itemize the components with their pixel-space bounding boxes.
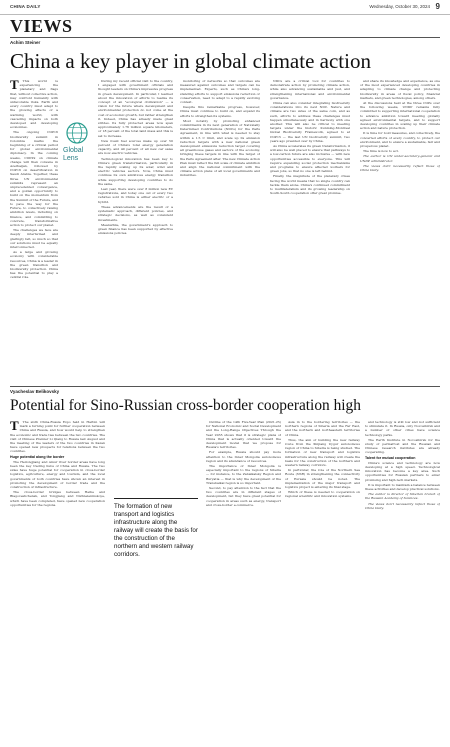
paragraph: In particular, the role of the Northern Sea Route (NSR) in strengthening the connectivity of Eurasia should be noted. The implementation of the major transport and logistics project is entering its final stage. [285,468,360,490]
article2-column-3 [206,420,281,738]
article1-headline[interactable]: China a key player in global climate action [10,49,371,73]
paragraph: Which of these is needed to cooperation on regional scientific and innovation systems. [285,490,360,499]
paragraph: Last year, there were over 8 million new EV registrations, and today one out of every two vehicles sold in China is either electric or a hybrid. [98,187,173,204]
author-note: The author is UN under-secretary-general and UNDP administrator. [360,154,440,163]
drop-cap: T [10,420,19,433]
section-title: VIEWS [10,16,73,36]
article-divider [10,386,440,387]
paragraph: It is time for bold measures, and collectively, the concerted efforts of every country, to protect our environment, and to ensure a sustainable, fair and prosperous planet. [360,131,440,149]
paragraph: The time is now to act. [363,149,399,154]
drop-cap: T [10,79,19,92]
issue-date: Wednesday, October 30, 2024 [369,4,430,9]
page-header [0,0,450,15]
page-number: 9 [435,2,440,11]
paragraph: China's science and technology are now developing at a high speed. Technological innovation has become a key area. Such opportunities for Russian partners to enter promising and high-tech markets. [365,460,440,482]
article1-column-5 [360,79,440,385]
pull-quote [114,498,198,559]
article1-column-4 [270,79,350,385]
paragraph: For example, Russia should pay more attention to the Inner Mongolia autonomous region and its abundance of resources. [206,450,281,463]
article2-column-1 [10,420,105,738]
paragraph: Most notably by promoting enhanced commitments in its next generation of Nationally Determined Contributions (NDCs) for the Paris Agreement, in line with what is needed to stay within a 1.5 C limit, and scale up its emission reduction targets with a new national green development emissions reduction target covering all greenhouse gases and sectors of the economy, bringing these targets in line with the target of the Paris Agreement after. The new Climate Action Plan must reflect the full scale of climate ambition and align the national commitment with the climate action plans of all local governments and industries. [180,118,260,178]
paragraph: Second, to pay attention to the fact that the two countries are in different stages of development, but they have great potential for cooperation in areas such as energy, transport and cross-border e-commerce. [206,486,281,507]
paragraph: NDCs are a critical tool for countries to demonstrate action by promoting climate action, while also advancing sustainable and just, and strengthening international and environmental governance. [270,79,350,100]
paragraph: monitoring of networks so that outcomes are measured against outcomes and targets can be implemented. Experts, such as China's long-standing efforts to support emissions reduction or conservation, need to adapt to a rapidly evolving context. [180,79,260,105]
paragraph: Finally, the magnitude of the planetary crises facing the world means that no single country can tackle them alone. China's continued commitment to multilateralism and its growing leadership on South-South cooperation offer great promise. [270,174,350,196]
paragraph: Thus, the aim of building the new railway route from the Xinjiang Uygur autonomous region of China to Siberia is being studied. The formation of new transport and logistics infrastructure along the railway will create the basis for the construction of the northern and western railway corridors. [285,437,360,468]
global-lens-text: Global Lens [63,147,84,162]
paragraph: This world is experiencing the planetary and flags that, without collective action, may confront humanity with unfavorable risks. Earth and every country must adapt to the growing effects of a warming world, with cascading impacts on both developed and developing economies. [10,79,58,130]
paragraph: Asia in to the bordering territories — the northern regions of Siberia and the Far East, and the northern and northeastern territories of China. [285,420,360,437]
paragraph: Despite this remarkable progress, however, China must continue to build on, and expand its efforts to strengthen its systems. [180,105,260,118]
paragraph: The Earth Institute in Novosibirsk for the study of permafrost and the Russian and Chinese research institutes are already cooperating. [365,437,440,455]
author-note: The author is director of Siberian branch of the Russian Academy of Sciences. [365,492,440,501]
paragraph: The Heilongjiang and Amur river border areas have long been the key trading hubs of China and Russia. The two sides have huge potential for cooperation in cross-border logistics, agriculture, energy and tourism, and the local governments of both countries have shown an interest in promoting the development of border trade and the construction of infrastructure. [10,459,105,490]
article2-column-4 [285,420,360,738]
paragraph: At the discussions held at the three COPs over the following weeks, UNDP remains fully committed to supporting international cooperation to advance ambition toward meeting globally agreed environmental targets, and to support developing countries in scaling up their climate action and nature protection. [360,101,440,131]
pull-quote-text: The formation of new transport and logistics infrastructure along the railway will create the basis for the construction of the northern and western railway corridors. [114,503,198,558]
paragraph: Outline of the 14th Five-Year Plan (2021-25) for National Economic and Social Development and the Long-Range Objectives Through the Year 2035 shows that it is strategic plans of China that is actually oriented toward the development model that we propose for Russia's territories. [206,420,281,450]
paragraph: During my recent official visit to the country, I engaged with government officials and thought leaders on China's impressive progress in green development. In particular, I learned about the innovation of efforts to realize its concept of an "ecological civilization" — a vision for the future where development and environmental protection do not come at the cost of economic growth, but rather strengthen it. Indeed, China has already made great strides. Its fully protected areas now span approximately 1.76 million square kilometers, or 18 percent of the total land mass and this is set to increase. [98,79,173,138]
article1-column-2 [98,79,173,385]
article2-column-5 [365,420,440,738]
publication-name: CHINA DAILY [10,4,41,9]
paragraph: The ongoing COP16 biodiversity summit in Colombia marks the beginning of a critical period for global environmental diplomacy. In the coming weeks, COP29 on climate change will then convene in Azerbaijan, followed by COP16 on desertification in Saudi Arabia. Together, these three UN environmental summits represent an unprecedented convergence, and a golden opportunity to build on the momentum from the Summit of the Future, and to pave the way for the Future, to collectively raising ambition levels, including on finance, and committing to concrete, transformative action to protect our planet. [10,130,58,227]
paragraph: Meanwhile, the government's approach to green finance has been supported by effective emissions policies. [98,222,173,236]
subheading: Huge potential along the border [10,454,65,459]
global-lens-logo [63,121,91,173]
paragraph: The cross-border bridges between Heihe and Blagoveshchensk, and Tongjiang and Nizhneleninskoye, which have been completed, have opened new cooperation opportunities for the regions. [10,490,105,507]
paragraph: and share its knowledge and experience, as one of the most experienced developing countries in adapting to climate change and protecting biodiversity in areas of fiscal policy, financial markets, and green technologies, among others. [360,79,440,100]
disclaimer-note: The views don't necessarily reflect those of China Daily. [360,163,440,173]
subheading: Talent for mutual cooperation [365,455,416,460]
paragraph: It is important to maintain a balance between these activities and develop practical solutions. [365,482,440,492]
paragraph: The challenges we face are deeply intertwined and glaringly felt, so much so that our solutions must be equally interconnected. [10,228,58,249]
paragraph: and technology is still low and not sufficient to stimulate it. In Russia, only Novosibirsk and a number of other cities have science technology parks. [365,420,440,437]
paragraph: As China accelerates its green transformation, it will also be well placed to ensure that pathways to a low-carbon future are also inclusive — with new opportunities accessible to everyone. This will require expanding social protection mechanisms and programs to ensure affected workers for green jobs, so that no one is left behind. [270,144,350,174]
article2-author: Vyacheslav Belikovsky [10,389,60,394]
paragraph: These advancements are the result of a systematic approach, different policies, and strategic decisions, as well as consistent investments. [98,204,173,222]
pull-quote-rule [114,498,198,499]
article1-column-1 [10,79,58,385]
paragraph: The importance of Inner Mongolia is especially important to the regions of Siberia — for instance, to the Zabaikalsky Region and Buryatia — that is why the development of the Transbaikal region is so important. [206,464,281,485]
paragraph: Technological innovation has been key to China's green transformation, particularly in the rapidly scaling up its solar, wind and electric vehicles sectors. Now, China must continue its own ambitious energy transition while supporting developing countries to do the same. [98,156,173,186]
paragraph: New fossil fuel sources make up over 50 percent of China's total energy generation capacity, and 40 percent of all new car sales are now electric vehicles. [98,138,173,156]
article1-author: Achim Steiner [10,40,41,45]
paragraph: The sixth China-Russia Expo held in Harbin will mark a turning point for further cooperation between China and Russia, and how would help to strengthen the economic and trade ties between the two countries. The visit of Chinese Premier Li Qiang to Russia last August and the meeting of the leaders of the two countries in Kazan have opened new prospects for relations between the two countries. [10,420,105,454]
paragraph: As a large and growing economy with considerable resources, China is a leader in the green transition and biodiversity protection. China has the potential to play a central role. [10,250,58,280]
paragraph: China can also consider integrating biodiversity considerations into its next NDC. Nature and climate are two sides of the same coin, and as such, efforts to address these challenges must happen simultaneously and in harmony with one another. This will also be critical to meeting targets under the historic Kunming-Montreal Global Biodiversity Framework, agreed to at COP15 — the last UN biodiversity summit, two years ago presided over by China. [270,101,350,143]
disclaimer-note: The views don't necessarily reflect those of China Daily. [365,501,440,510]
section-divider [10,37,440,38]
article1-column-3 [180,79,260,385]
article2-headline[interactable]: Potential for Sino-Russian cross-border cooperation high [10,397,361,414]
